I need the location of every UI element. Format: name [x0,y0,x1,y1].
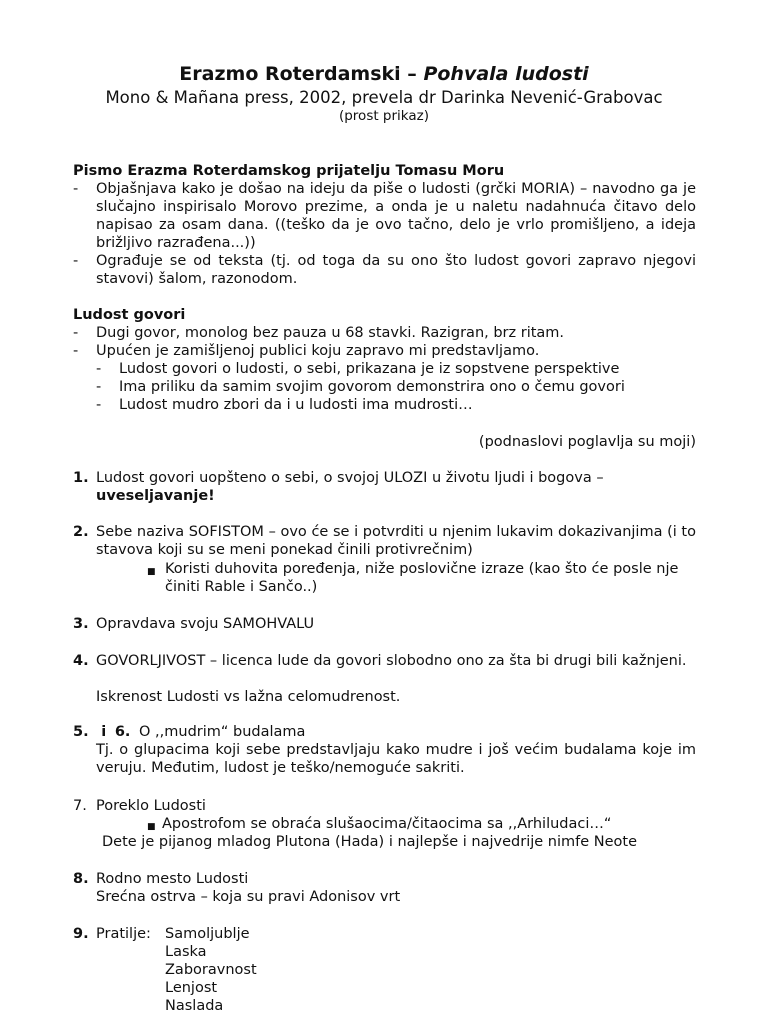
document-title [0,62,768,86]
item-number: 6. [114,724,131,740]
companion: Naslada [165,998,224,1014]
item-1-emphasis: uveseljavanje! [96,488,215,504]
title-work: Pohvala ludosti [423,63,589,85]
dash-marker: - [96,397,102,413]
square-bullet: ■ [147,567,156,577]
dash-marker: - [73,325,79,341]
item-5-6-body: Tj. o glupacima koji sebe predstavljaju kako mudre i još većim budalama koje im veruju. Međutim, ludost je teško/nemoguće sakriti. [96,742,696,776]
item-conjunction: i [101,724,107,740]
document-subtitle: Mono & Mañana press, 2002, prevela dr Darinka Nevenić-Grabovac [105,88,663,107]
item-5-6-text: O ,,mudrim“ budalama [139,724,306,740]
item-number: 1. [73,470,89,486]
item-number: 7. [73,798,87,814]
item-number: 2. [73,524,89,540]
item-7-body: Dete je pijanog mladog Plutona (Hada) i najlepše i najvedrije nimfe Neote [102,834,638,850]
square-bullet: ■ [147,822,156,832]
letter-point-2: Ograđuje se od teksta (tj. od toga da su ono što ludost govori zapravo njegovi stavovi) šalom, razonodom. [96,253,696,287]
item-2-text: Sebe naziva SOFISTOM – ovo će se i potvrditi u njenim lukavim dokazivanjima (i to stavova koji su se meni ponekad činili protivrečnim) [96,524,696,558]
speech-subpoint-2: Ima priliku da samim svojim govorom demonstrira ono o čemu govori [119,379,625,395]
item-3-text: Opravdava svoju SAMOHVALU [96,616,315,632]
dash-marker: - [73,253,79,269]
item-7-text: Poreklo Ludosti [96,798,206,814]
item-4-note: Iskrenost Ludosti vs lažna celomudrenost. [96,689,401,705]
letter-point-1: Objašnjava kako je došao na ideju da piše o ludosti (grčki MORIA) – navodno ga je slučajno inspirisalo Morovo prezime, a onda je u naletu nadahnuća čitavo delo napisao za osam dana. ((teško da je ovo tačno, delo je vrlo promišljeno, a ideja brižljivo razrađena...)) [96,181,696,251]
item-number: 5. [73,724,89,740]
dash-marker: - [73,181,79,197]
item-4-text: GOVORLJIVOST – licenca lude da govori slobodno ono za šta bi drugi bili kažnjeni. [96,653,687,669]
item-number: 3. [73,616,89,632]
item-number: 9. [73,926,89,942]
companion: Samoljublje [165,926,250,942]
item-1-text: Ludost govori uopšteno o sebi, o svojoj ULOZI u životu ljudi i bogova – [96,470,604,486]
item-8-text: Rodno mesto Ludosti [96,871,249,887]
item-2-subpoint: Koristi duhovita poređenja, niže poslovične izraze (kao što će posle nje činiti Rable i Sančo..) [165,561,679,595]
section-heading-folly-speaks: Ludost govori [73,307,186,323]
item-9-text: Pratilje: [96,926,151,942]
item-number: 8. [73,871,89,887]
item-7-subpoint: Apostrofom se obraća slušaocima/čitaocima sa ,,Arhiludaci…“ [162,816,612,832]
document-note: (prost prikaz) [338,108,430,124]
companion: Zaboravnost [165,962,257,978]
speech-subpoint-3: Ludost mudro zbori da i u ludosti ima mudrosti… [119,397,473,413]
author-remark: (podnaslovi poglavlja su moji) [478,434,696,450]
companion: Lenjost [165,980,218,996]
speech-subpoint-1: Ludost govori o ludosti, o sebi, prikazana je iz sopstvene perspektive [119,361,620,377]
speech-point-2: Upućen je zamišljenoj publici koju zapravo mi predstavljamo. [96,343,540,359]
item-8-body: Srećna ostrva – koja su pravi Adonisov vrt [96,889,401,905]
item-number: 4. [73,653,89,669]
title-author: Erazmo Roterdamski – [179,63,417,85]
section-heading-letter: Pismo Erazma Roterdamskog prijatelju Tomasu Moru [73,163,505,179]
item-5-6-header [73,723,305,741]
companion: Laska [165,944,207,960]
dash-marker: - [96,361,102,377]
dash-marker: - [73,343,79,359]
dash-marker: - [96,379,102,395]
speech-point-1: Dugi govor, monolog bez pauza u 68 stavki. Razigran, brz ritam. [96,325,565,341]
